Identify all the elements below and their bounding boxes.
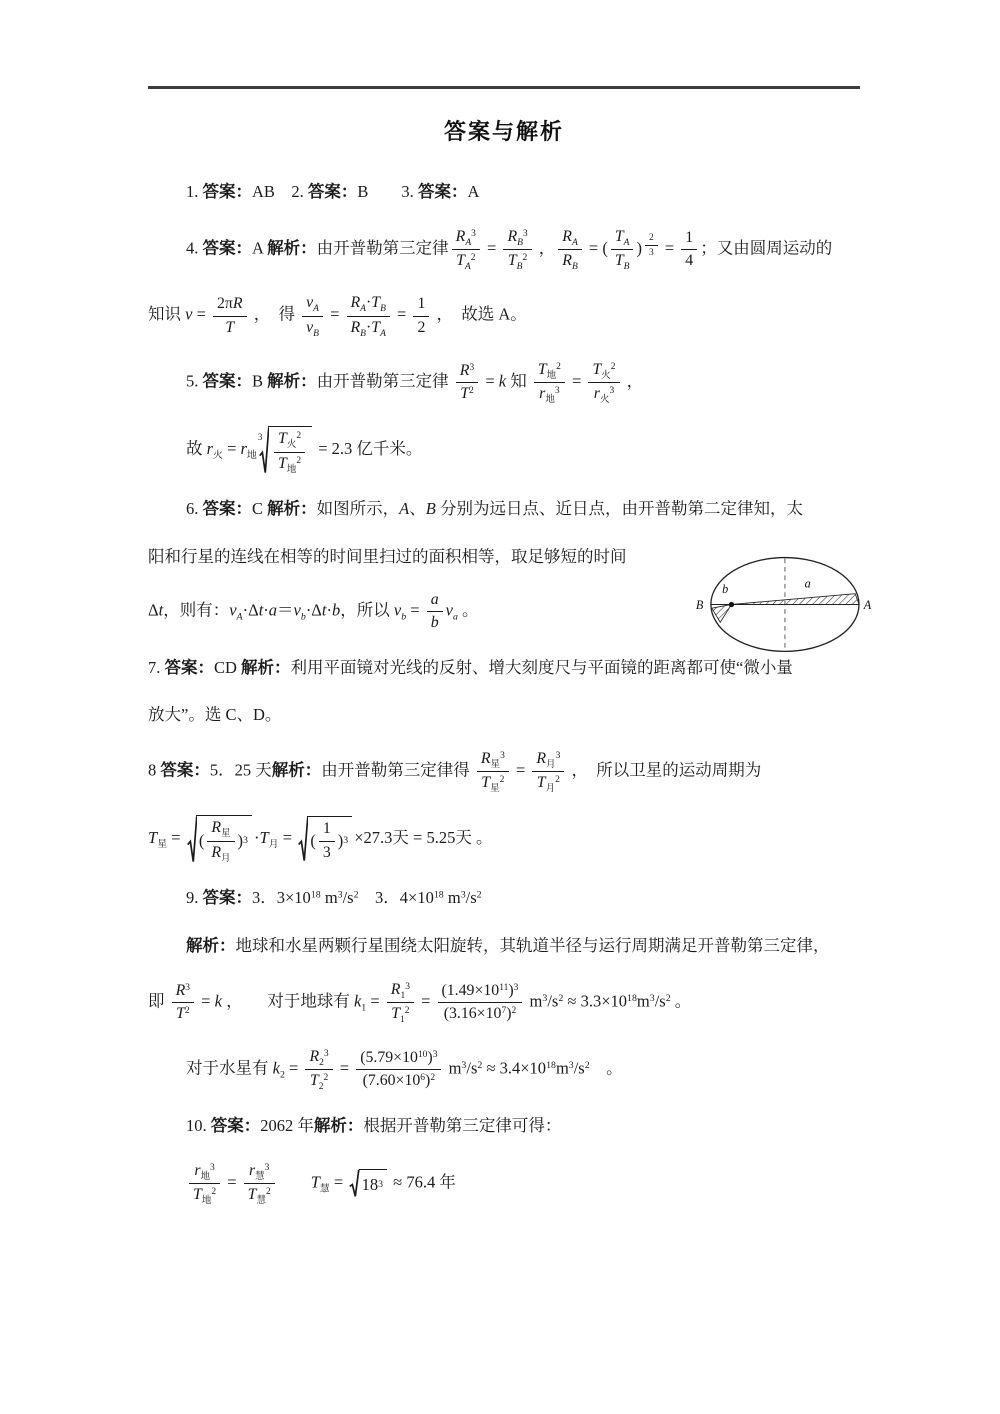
- top-rule: [148, 86, 860, 89]
- item-6-line-3: Δt，则有：$v_A\cdot\Delta t\cdot a=v_b\cdot\Delta t\cdot b$，所以 $v_b$ = $\frac{a}{b}$ $v_a$ 。: [148, 591, 479, 632]
- item-9-mercury-formula-line: 对于水星有 $k_2$ = $\frac{R_2^3}{T_2^2}$ = $\frac{(5.79\times 10^{10})^3}{(7.60\times 10^6)^2}$ $m^3/s^2 \approx 3.4\times 10^{18}m^3/s^2$ 。: [186, 1047, 623, 1092]
- item-5-line-2: 故 $r_火 = r_地$ 3 $\frac{T_火^2}{T_地^2}$ = 2.3 亿千米。: [148, 426, 860, 475]
- figure-label-near-area: b: [722, 582, 729, 597]
- item-10-line-1: 10. 答案：2062 年解析：根据开普勒第三定律可得：: [186, 1116, 562, 1136]
- item-6-block: [148, 496, 872, 634]
- item-9-jiexi-line: 解析：地球和水星两颗行星围绕太阳旋转，其轨道半径与运行周期满足开普勒第三定律，: [186, 935, 830, 955]
- item-9-earth-formula-line: 即 $\frac{R^3}{T^2}$ = k ， 对于地球有 $k_1$ = $\frac{R_1^3}{T_1^2}$ = $\frac{(1.49\times 10^{11})^3}{(3.16\times 10^7)^2}$ $m^3/s^2 \approx 3.3\times 10^{18}m^3/s^2$ 。: [148, 981, 692, 1026]
- answers-line-1-3: 1. 答案：AB 2. 答案：B 3. 答案：A: [186, 182, 480, 202]
- item-7-line-1: 7. 答案：CD 解析：利用平面镜对光线的反射、增大刻度尺与平面镜的距离都可使“微小量: [148, 657, 793, 677]
- figure-label-aphelion-A: A: [863, 598, 872, 613]
- item-7-line-2: 放大”。选 C、D。: [148, 705, 282, 725]
- figure-label-perihelion-B: B: [695, 598, 704, 613]
- sun-focus-dot: [729, 602, 734, 607]
- page-title: 答案与解析: [443, 119, 564, 144]
- figure-label-far-area: a: [804, 576, 811, 591]
- item-4-line-2: 知识 v = $\frac{2\pi R}{T}$ ， 得 $\frac{v_A}{v_B}$ = $\frac{R_A\cdot T_B}{R_B\cdot T_A}$ = $\frac{1}{2}$ ， 故选 A。: [148, 294, 527, 339]
- item-8-formula-line: $T_星$ = ( $\frac{R_星}{R_月}$ ) 3 $\cdot T_月$ = ( $\frac{1}{3}$ ) 3 ×27.3天 = 5.25天 。: [148, 815, 860, 864]
- item-10-formula-line: $\frac{r_地^3}{T_地^2}$ = $\frac{r_慧^3}{T_慧^2}$ $T_慧$ = 18 3 ≈ 76.4 年: [148, 1161, 860, 1207]
- item-6-line-2: 阳和行星的连线在相等的时间里扫过的面积相等，取足够短的时间: [148, 546, 627, 566]
- swept-area-far: [732, 594, 860, 605]
- item-5-line-1: 5. 答案：B 解析：由开普勒第三定律 $\frac{R^3}{T^2}$ = k 知 $\frac{T_地^2}{r_地^3}$ = $\frac{T_火^2}{r_火^3}$ ，: [186, 360, 644, 405]
- item-8-line-1: 8 答案：5．25 天解析：由开普勒第三定律得 $\frac{R_星^3}{T_星^2}$ = $\frac{R_月^3}{T_月^2}$ ， 所以卫星的运动周期为: [148, 749, 762, 794]
- item-6-line-1: 6. 答案：C 解析：如图所示，A、B 分别为远日点、近日点，由开普勒第二定律知，太: [186, 499, 803, 519]
- item-4-line-1: 4. 答案：A 解析：由开普勒第三定律 $\frac{R_A^3}{T_A^2}$ = $\frac{R_B^3}{T_B^2}$ ， $\frac{R_A}{R_B}$ = ( $\frac{T_A}{T_B}$ ) $^{\frac{2}{3}}$ = $\frac{1}{4}$ ；又由圆周运动的: [186, 227, 833, 272]
- item-9-answer-line: 9. 答案：3．$3\times 10^{18}$ $m^3/s^2$ 3．$4\times 10^{18}$ $m^3/s^2$: [186, 888, 482, 907]
- ellipse-orbit-figure: [694, 548, 874, 660]
